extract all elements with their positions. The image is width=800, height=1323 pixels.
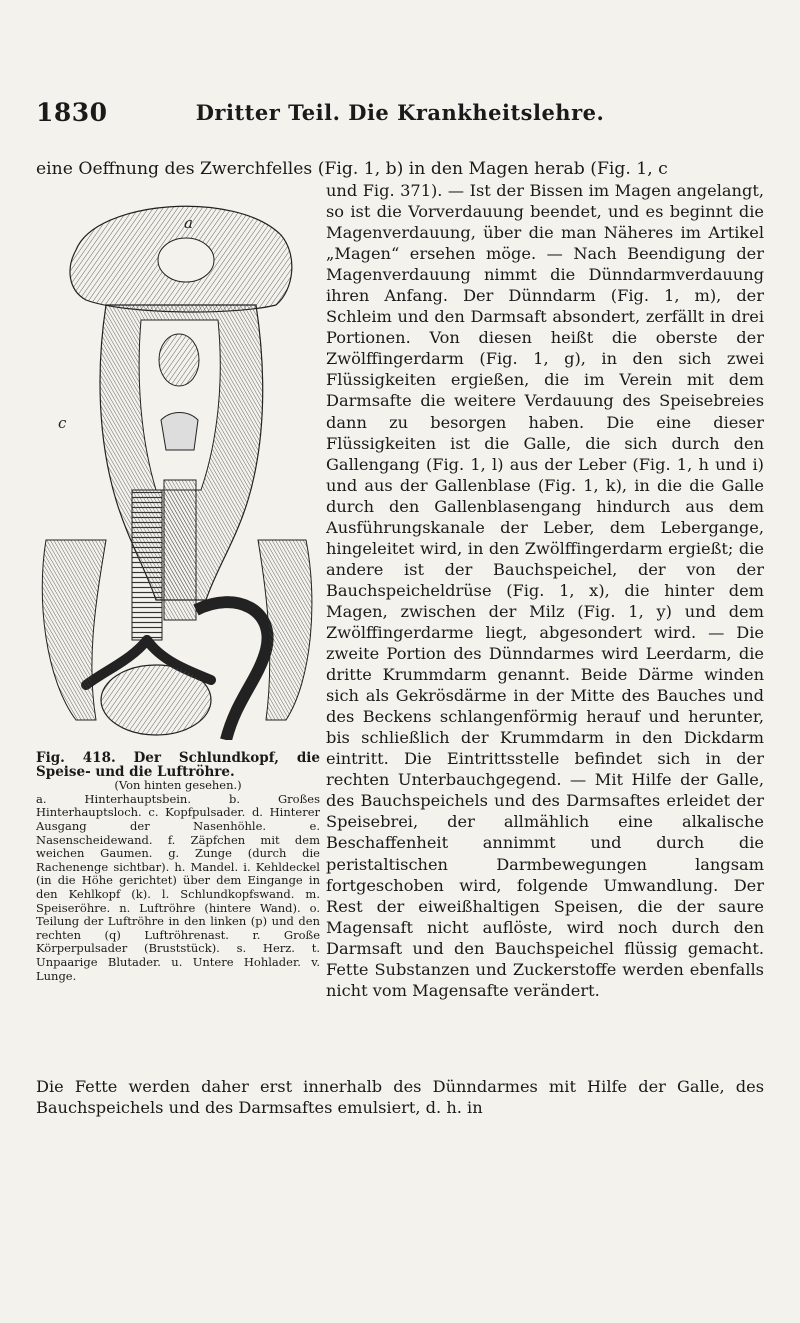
anatomical-illustration	[36, 180, 320, 740]
pharynx-esophagus-trachea-drawing	[36, 180, 320, 740]
caption-legend: a. Hinterhauptsbein. b. Großes Hinterhauptsloch. c. Kopfpulsader. d. Hinterer Ausgang der Nasenhöhle. e. Nasenscheidewand. f. Zäpfchen mit dem weichen Gaumen. g. Zunge (durch die Rachenenge sichtbar). h. Mandel. i. Kehldeckel (in die Höhe gerichtet) über dem Eingange in den Kehlkopf (k). l. Schlundkopfswand. m. Speiseröhre. n. Luftröhre (hintere Wand). o. Teilung der Luftröhre in den linken (p) und den rechten (q) Luftröhrenast. r. Große Körperpulsader (Bruststück). s. Herz. t. Unpaarige Blutader. u. Untere Hohlader. v. Lunge.	[36, 791, 320, 983]
page-number: 1830	[36, 98, 108, 127]
caption-title: Fig. 418. Der Schlundkopf, die Speise- und die Luftröhre.	[36, 750, 320, 780]
figure-label-c: c	[58, 414, 67, 432]
bottom-paragraph: Die Fette werden daher erst innerhalb des Dünndarmes mit Hilfe der Galle, des Bauchspeichels und des Darmsaftes emulsiert, d. h. in	[36, 1077, 764, 1118]
page-header	[36, 92, 764, 132]
figure-caption	[36, 752, 320, 983]
figure-label-a: a	[184, 214, 193, 232]
caption-subtitle: (Von hinten gesehen.)	[114, 778, 242, 793]
body-paragraph: und Fig. 371). — Ist der Bissen im Magen angelangt, so ist die Vorverdauung beendet, und es beginnt die Magenverdauung, über die man Näheres im Artikel „Magen“ ersehen möge. — Nach Beendigung der Magenverdauung nimmt die Dünndarmverdauung ihren Anfang. Der Dünndarm (Fig. 1, m), der Schleim und den Darmsaft absondert, zerfällt in drei Portionen. Von diesen heißt die oberste der Zwölffingerdarm (Fig. 1, g), in den sich zwei Flüssigkeiten ergießen, die im Verein mit dem Darmsafte die weitere Verdauung des Speisebreies dann zu besorgen haben. Die eine dieser Flüssigkeiten ist die Galle, die sich durch den Gallengang (Fig. 1, l) aus der Leber (Fig. 1, h und i) und aus der Gallenblase (Fig. 1, k), in die die Galle durch den Gallenblasengang hindurch aus dem Ausführungskanale der Leber, dem Lebergange, hingeleitet wird, in den Zwölffingerdarm ergießt; die andere ist der Bauchspeichel, der von der Bauchspeicheldrüse (Fig. 1, x), die hinter dem Magen, zwischen der Milz (Fig. 1, y) und dem Zwölffingerdarme liegt, abgesondert wird. — Die zweite Portion des Dünndarmes wird Leerdarm, die dritte Krummdarm genannt. Beide Därme winden sich als Gekrösdärme in der Mitte des Bauches und des Beckens schlangenförmig herauf und herunter, bis schließlich der Krummdarm in den Dickdarm eintritt. Die Eintrittsstelle befindet sich in der rechten Unterbauchgegend. — Mit Hilfe der Galle, des Bauchspeichels und des Darmsaftes erleidet der Speisebrei, der allmählich eine alkalische Beschaffenheit annimmt und durch die peristaltischen Darmbewegungen langsam fortgeschoben wird, folgende Umwandlung. Der Rest der eiweißhaltigen Speisen, die der saure Magensaft nicht auflöste, wird noch durch den Darmsaft und den Bauchspeichel flüssig gemacht. Fette Substanzen und Zuckerstoffe werden ebenfalls nicht vom Magensafte verändert.	[326, 181, 764, 1000]
intro-text-line: eine Oeffnung des Zwerchfelles (Fig. 1, b) in den Magen herab (Fig. 1, c	[36, 159, 668, 179]
right-text-column	[326, 180, 764, 1001]
running-head: Dritter Teil. Die Krankheitslehre.	[195, 100, 605, 125]
bottom-text-block	[36, 1076, 764, 1118]
